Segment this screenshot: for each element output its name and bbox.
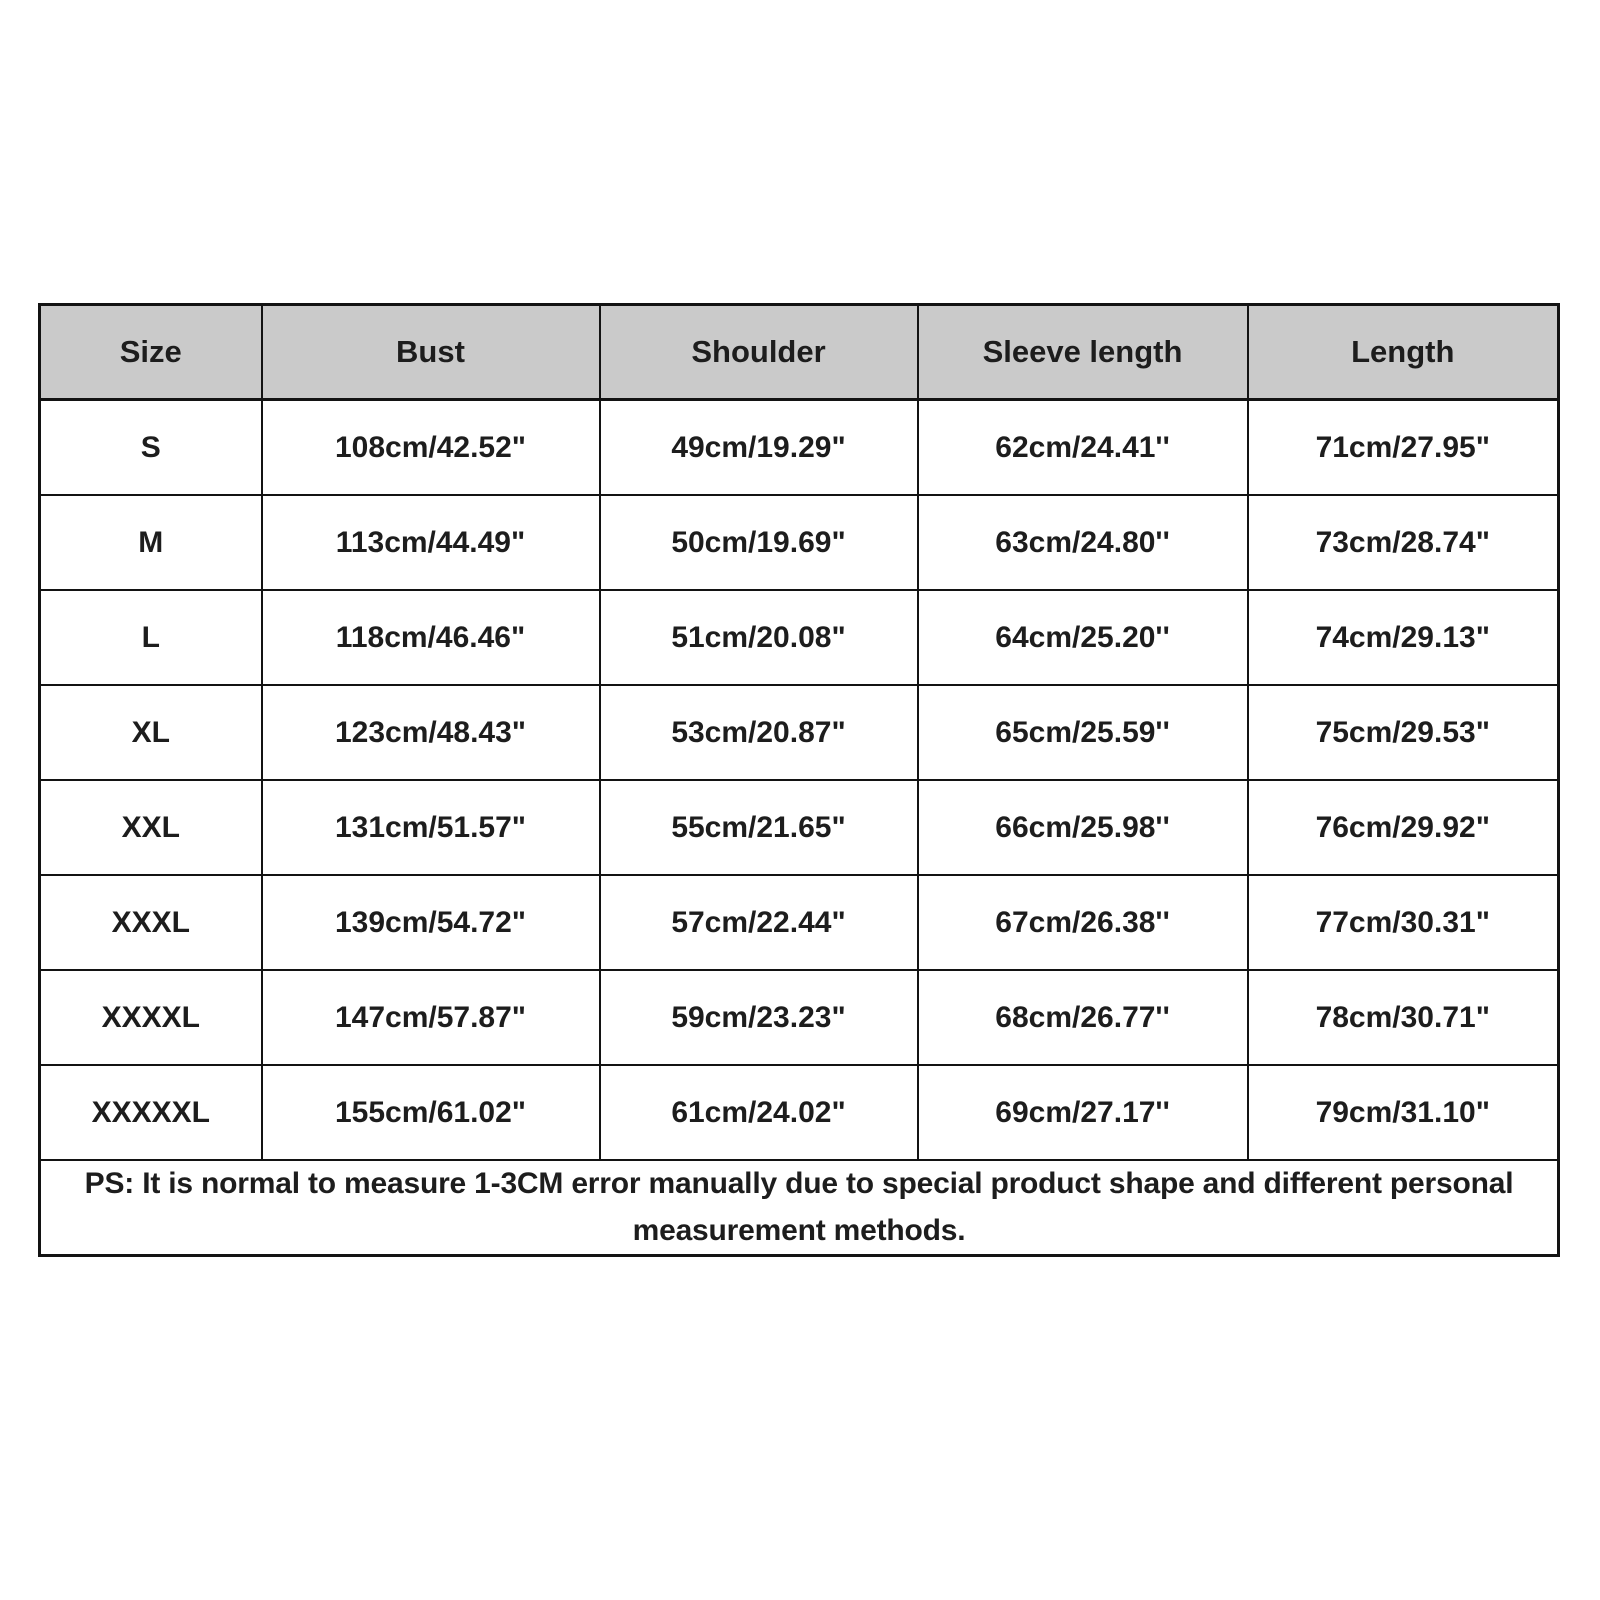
column-header-length: Length: [1248, 305, 1559, 400]
size-label: XXXL: [40, 875, 262, 970]
size-label: M: [40, 495, 262, 590]
length-value: 75cm/29.53": [1248, 685, 1559, 780]
shoulder-value: 53cm/20.87": [600, 685, 918, 780]
size-label: L: [40, 590, 262, 685]
bust-value: 147cm/57.87": [262, 970, 600, 1065]
shoulder-value: 51cm/20.08": [600, 590, 918, 685]
length-value: 73cm/28.74": [1248, 495, 1559, 590]
sleeve-length-value: 65cm/25.59'': [918, 685, 1248, 780]
table-row-l: [40, 590, 1559, 685]
length-value: 76cm/29.92": [1248, 780, 1559, 875]
size-label: XXL: [40, 780, 262, 875]
table-row-xxxxxl: [40, 1065, 1559, 1160]
measurement-note: PS: It is normal to measure 1-3CM error manually due to special product shape and different personal measurement methods.: [40, 1160, 1559, 1256]
shoulder-value: 57cm/22.44": [600, 875, 918, 970]
length-value: 71cm/27.95": [1248, 400, 1559, 496]
sleeve-length-value: 66cm/25.98'': [918, 780, 1248, 875]
length-value: 79cm/31.10": [1248, 1065, 1559, 1160]
length-value: 78cm/30.71": [1248, 970, 1559, 1065]
shoulder-value: 59cm/23.23": [600, 970, 918, 1065]
bust-value: 139cm/54.72": [262, 875, 600, 970]
table-row-xxl: [40, 780, 1559, 875]
bust-value: 131cm/51.57": [262, 780, 600, 875]
bust-value: 155cm/61.02": [262, 1065, 600, 1160]
table-row-xxxl: [40, 875, 1559, 970]
sleeve-length-value: 64cm/25.20'': [918, 590, 1248, 685]
column-header-size: Size: [40, 305, 262, 400]
shoulder-value: 50cm/19.69": [600, 495, 918, 590]
size-label: S: [40, 400, 262, 496]
column-header-sleeve-length: Sleeve length: [918, 305, 1248, 400]
column-header-bust: Bust: [262, 305, 600, 400]
size-label: XXXXXL: [40, 1065, 262, 1160]
shoulder-value: 61cm/24.02": [600, 1065, 918, 1160]
note-row: [40, 1160, 1559, 1256]
bust-value: 113cm/44.49": [262, 495, 600, 590]
bust-value: 118cm/46.46": [262, 590, 600, 685]
size-label: XL: [40, 685, 262, 780]
sleeve-length-value: 69cm/27.17'': [918, 1065, 1248, 1160]
sleeve-length-value: 62cm/24.41'': [918, 400, 1248, 496]
table-row-xxxxl: [40, 970, 1559, 1065]
column-header-shoulder: Shoulder: [600, 305, 918, 400]
table-row-m: [40, 495, 1559, 590]
table-row-s: [40, 400, 1559, 496]
sleeve-length-value: 68cm/26.77'': [918, 970, 1248, 1065]
sleeve-length-value: 67cm/26.38'': [918, 875, 1248, 970]
header-row: [40, 305, 1559, 400]
bust-value: 123cm/48.43": [262, 685, 600, 780]
bust-value: 108cm/42.52": [262, 400, 600, 496]
size-label: XXXXL: [40, 970, 262, 1065]
shoulder-value: 55cm/21.65": [600, 780, 918, 875]
length-value: 74cm/29.13": [1248, 590, 1559, 685]
sleeve-length-value: 63cm/24.80'': [918, 495, 1248, 590]
table-row-xl: [40, 685, 1559, 780]
size-chart-table: [38, 303, 1560, 1257]
shoulder-value: 49cm/19.29": [600, 400, 918, 496]
length-value: 77cm/30.31": [1248, 875, 1559, 970]
